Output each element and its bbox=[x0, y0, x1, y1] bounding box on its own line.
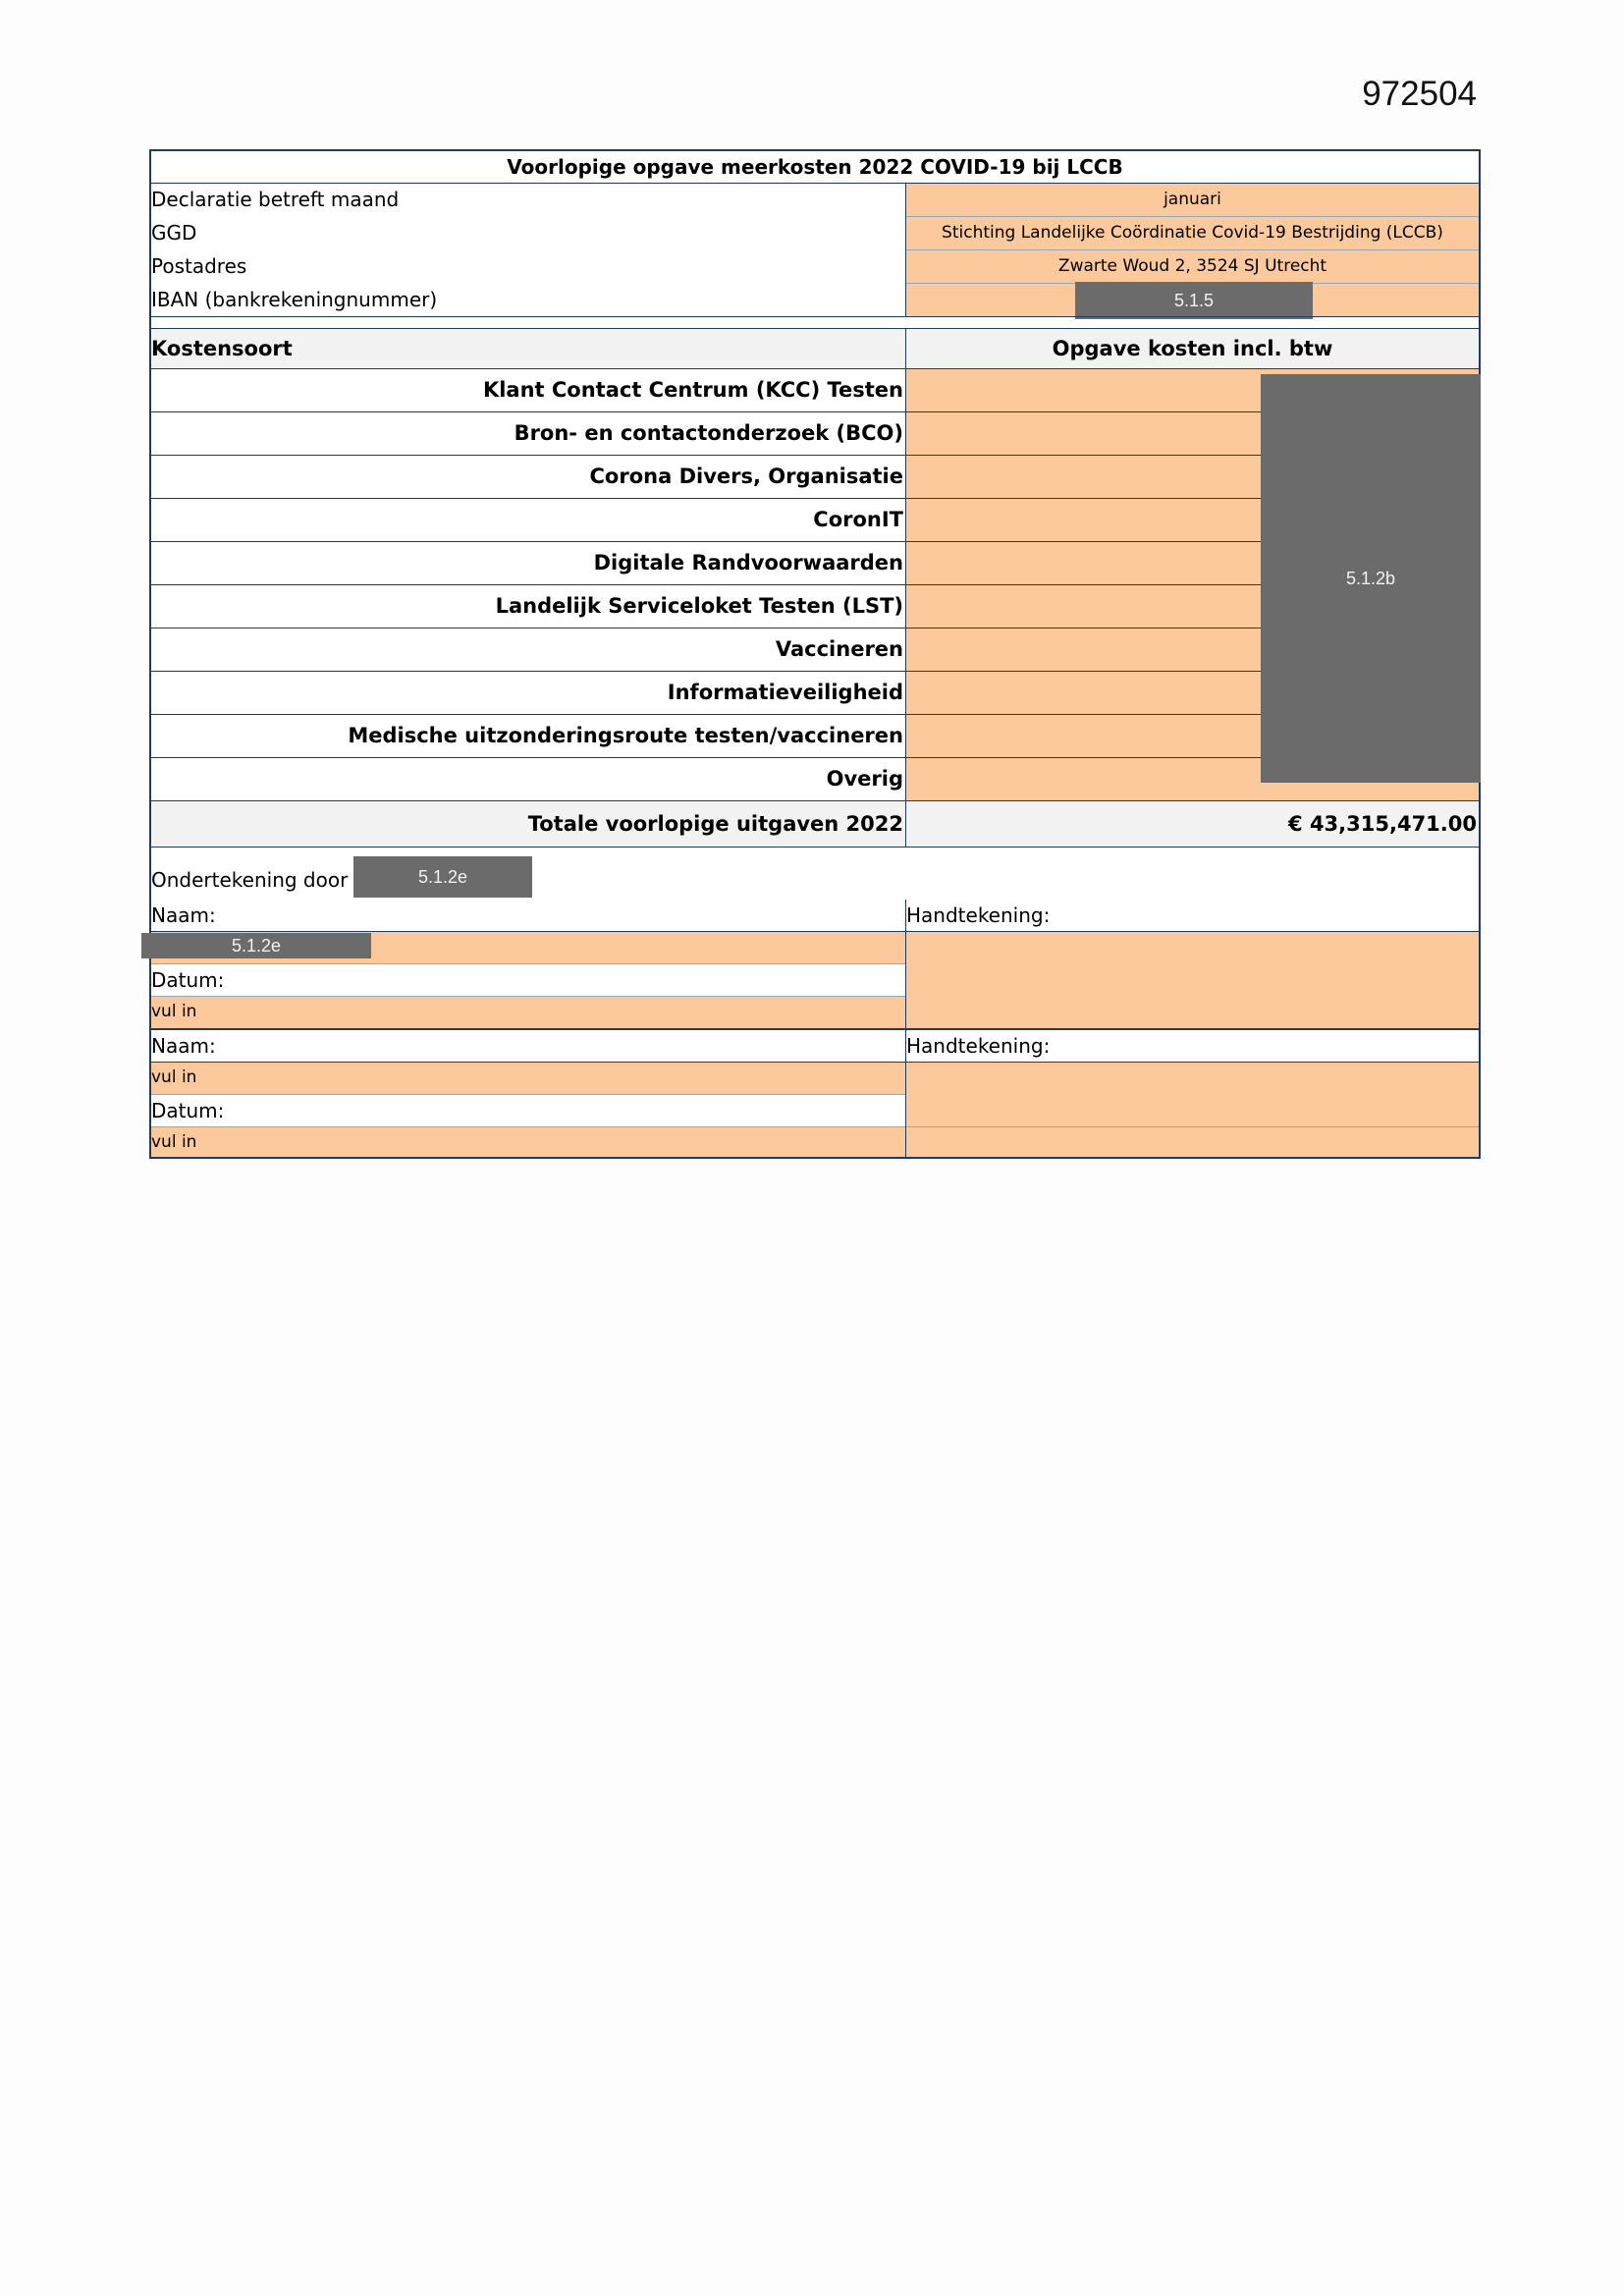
name-label-1: Naam: bbox=[151, 903, 216, 927]
info-label-ggd: GGD bbox=[151, 221, 197, 245]
cost-header-amount: Opgave kosten incl. btw bbox=[906, 329, 1479, 368]
name-redaction: 5.1.2e bbox=[141, 933, 371, 958]
cost-row-label: CoronIT bbox=[813, 508, 903, 531]
iban-redaction: 5.1.5 bbox=[1075, 282, 1313, 319]
cost-declaration-form bbox=[149, 149, 1481, 1159]
signature-field-1[interactable] bbox=[906, 932, 1479, 1028]
info-value-address[interactable]: Zwarte Woud 2, 3524 SJ Utrecht bbox=[906, 250, 1479, 283]
cost-row-label: Corona Divers, Organisatie bbox=[589, 465, 903, 488]
signature-field-2[interactable] bbox=[906, 1063, 1479, 1157]
cost-row-label: Overig bbox=[826, 767, 903, 791]
cost-row-label: Informatieveiligheid bbox=[667, 681, 903, 704]
cost-row-label: Landelijk Serviceloket Testen (LST) bbox=[495, 594, 903, 618]
info-label-month: Declaratie betreft maand bbox=[151, 188, 400, 211]
name-label-2: Naam: bbox=[151, 1034, 216, 1058]
form-title: Voorlopige opgave meerkosten 2022 COVID-19 bij LCCB bbox=[507, 155, 1123, 179]
total-label: Totale voorlopige uitgaven 2022 bbox=[151, 801, 905, 847]
info-label-iban: IBAN (bankrekeningnummer) bbox=[151, 288, 438, 311]
signature-label-2: Handtekening: bbox=[906, 1034, 1051, 1058]
info-value-month[interactable]: januari bbox=[906, 184, 1479, 216]
date-label-2: Datum: bbox=[151, 1099, 225, 1122]
date-field-1[interactable]: vul in bbox=[151, 997, 905, 1028]
costs-redaction: 5.1.2b bbox=[1261, 374, 1481, 783]
cost-row-label: Klant Contact Centrum (KCC) Testen bbox=[482, 378, 903, 402]
cost-header-type: Kostensoort bbox=[151, 329, 905, 368]
signature-label-1: Handtekening: bbox=[906, 903, 1051, 927]
cost-row-label: Digitale Randvoorwaarden bbox=[593, 551, 903, 574]
info-label-address: Postadres bbox=[151, 254, 247, 278]
cost-row-label: Bron- en contactonderzoek (BCO) bbox=[514, 421, 903, 445]
date-label-1: Datum: bbox=[151, 968, 225, 992]
date-field-2[interactable]: vul in bbox=[151, 1127, 905, 1157]
document-number: 972504 bbox=[1362, 75, 1477, 113]
signer-redaction: 5.1.2e bbox=[353, 856, 532, 898]
cost-row-label: Medische uitzonderingsroute testen/vaccineren bbox=[348, 724, 903, 747]
total-value: € 43,315,471.00 bbox=[906, 801, 1479, 847]
name-field-2[interactable]: vul in bbox=[151, 1063, 905, 1094]
signing-label: Ondertekening door bbox=[151, 868, 349, 892]
cost-row-label: Vaccineren bbox=[775, 637, 903, 661]
info-value-ggd[interactable]: Stichting Landelijke Coördinatie Covid-19 Bestrijding (LCCB) bbox=[906, 217, 1479, 249]
